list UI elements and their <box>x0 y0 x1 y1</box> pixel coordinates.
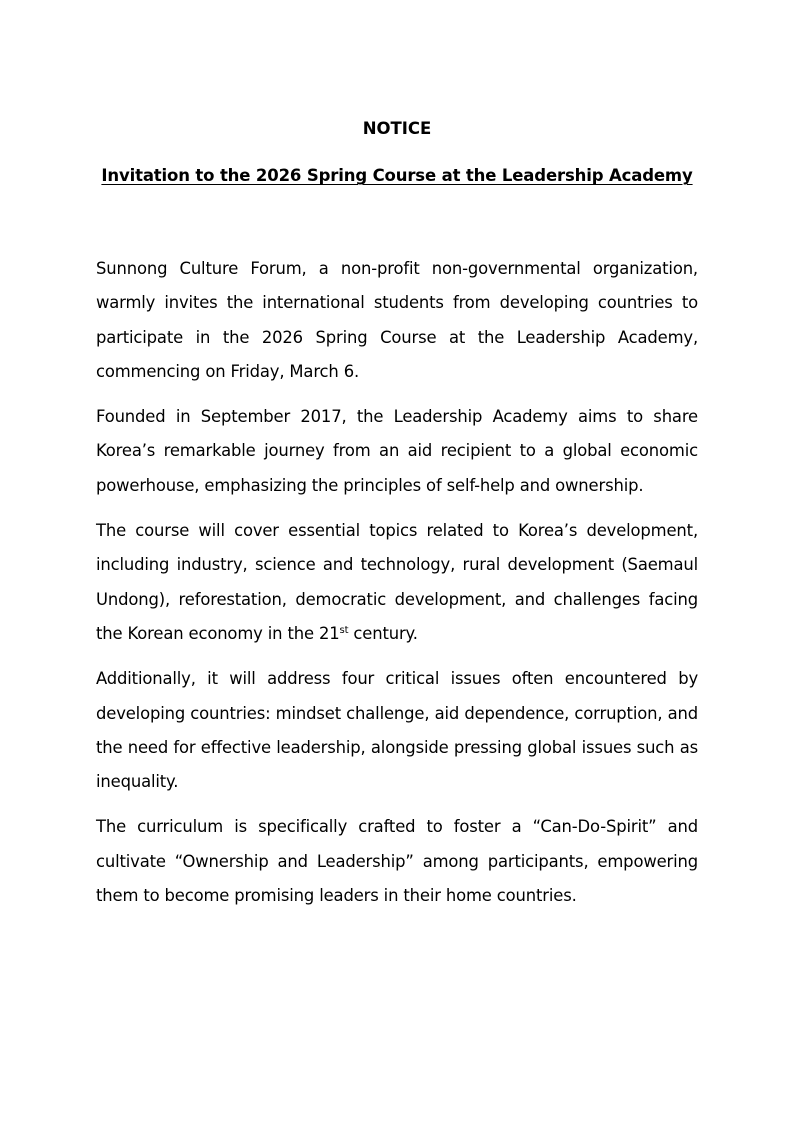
course-topics-text-end: century. <box>348 623 418 643</box>
notice-heading: NOTICE <box>362 119 432 138</box>
paragraph-founding: Founded in September 2017, the Leadership Academy aims to share Korea’s remarkable journey from an aid recipient to a global economic powerhouse, emphasizing the principles of self-help and ownership. <box>96 407 698 495</box>
paragraph-critical-issues: Additionally, it will address four critical issues often encountered by developing countries: mindset challenge, aid dependence, corruption, and the need for effective leadership, alongside pressing global issues such as inequality. <box>96 669 698 792</box>
document-body <box>96 252 698 924</box>
ordinal-superscript: st <box>339 624 349 636</box>
paragraph-invitation: Sunnong Culture Forum, a non-profit non-governmental organization, warmly invites the international students from developing countries to participate in the 2026 Spring Course at the Leadership Academy, commencing on Friday, March 6. <box>96 259 698 381</box>
notice-subheading-text: Invitation to the 2026 Spring Course at the Leadership Academy <box>101 166 693 185</box>
paragraph-course-topics <box>96 514 698 651</box>
paragraph-curriculum: The curriculum is specifically crafted to foster a “Can-Do-Spirit” and cultivate “Ownership and Leadership” among participants, empowering them to become promising leaders in their home countries. <box>96 817 698 906</box>
course-topics-text: The course will cover essential topics related to Korea’s development, including industry, science and technology, rural development (Saemaul Undong), reforestation, democratic development, and challenges facing the Korean economy in the 21 <box>96 521 698 643</box>
notice-subheading <box>96 165 698 187</box>
